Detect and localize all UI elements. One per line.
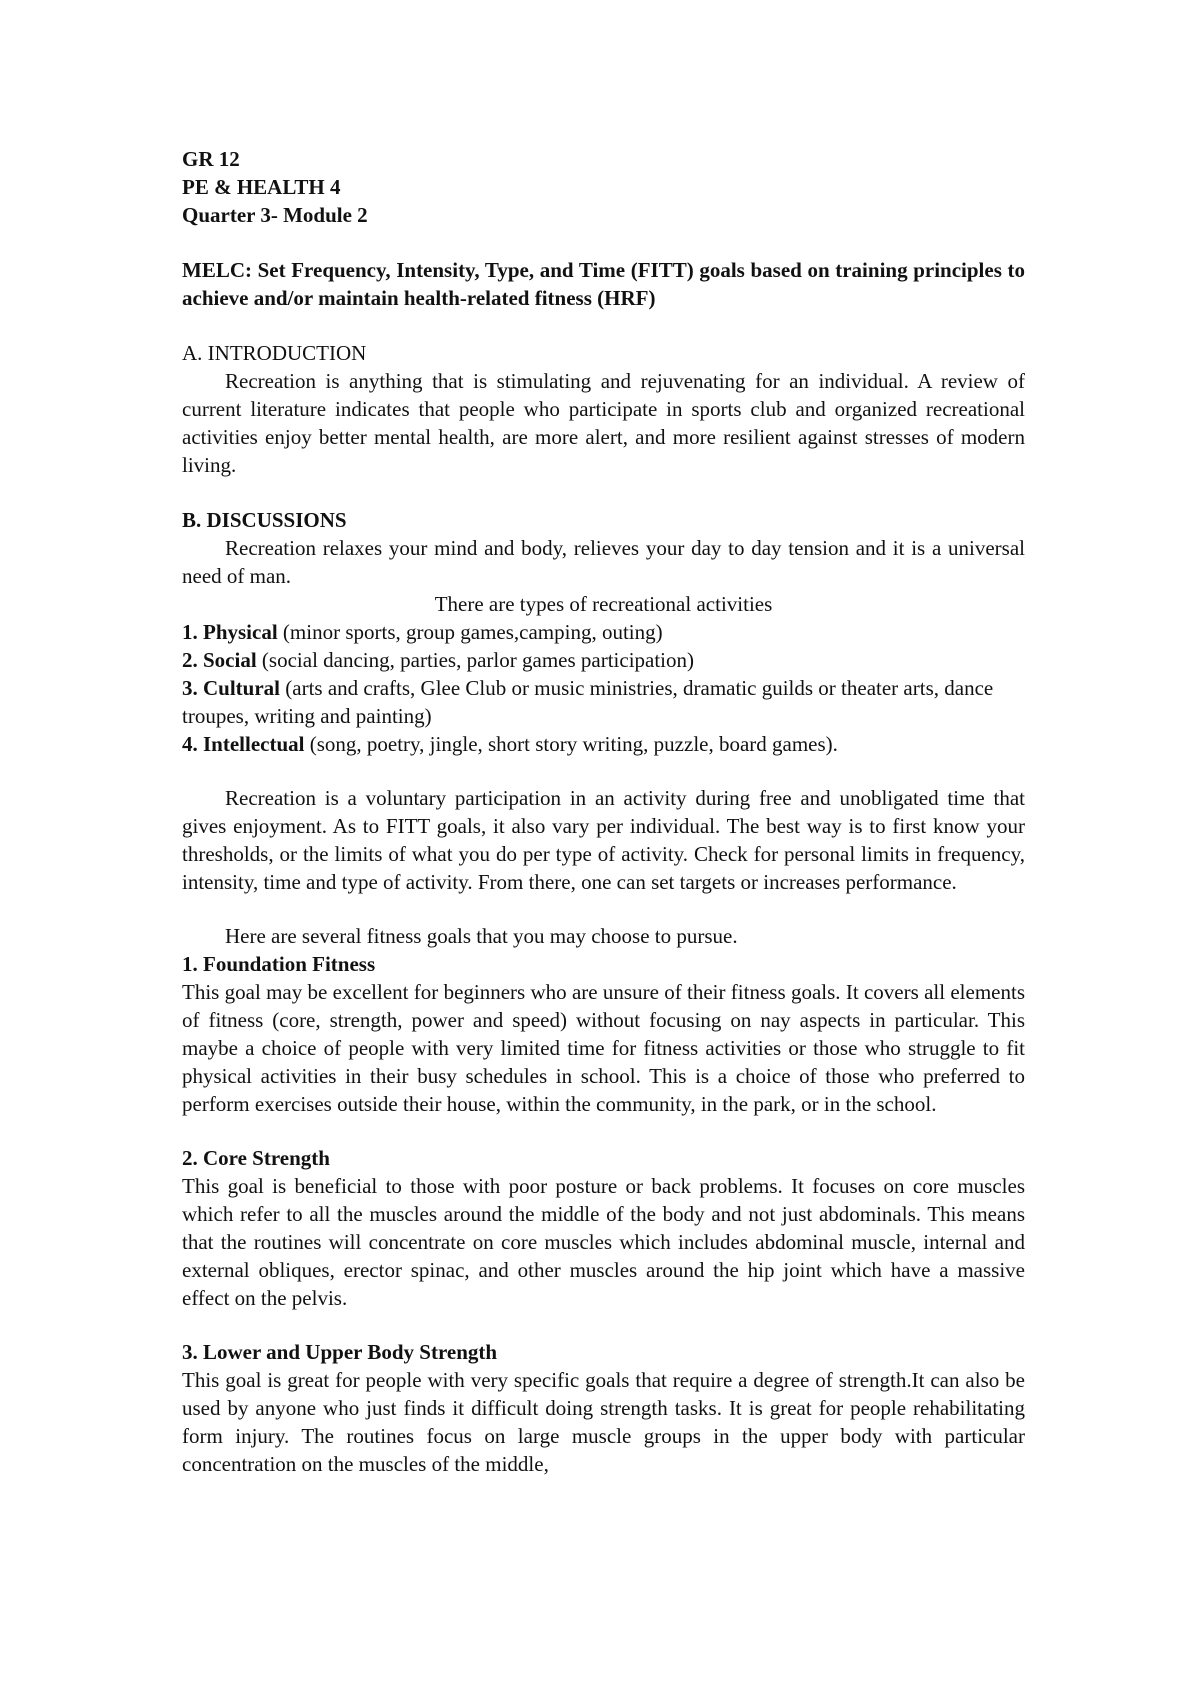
melc-statement: MELC: Set Frequency, Intensity, Type, and Time (FITT) goals based on training principles to achieve and/or maintain health-related fitness (HRF): [182, 258, 1025, 310]
type-label: 4. Intellectual: [182, 732, 305, 756]
type-label: 1. Physical: [182, 620, 278, 644]
module-label: Quarter 3- Module 2: [182, 203, 368, 227]
goal-core-strength: [182, 1144, 1025, 1312]
type-desc: (arts and crafts, Glee Club or music ministries, dramatic guilds or theater arts, dance troupes, writing and painting): [182, 676, 994, 728]
goal-foundation-fitness: [182, 950, 1025, 1118]
recreation-types-list: [182, 618, 1025, 758]
type-label: 2. Social: [182, 648, 257, 672]
voluntary-paragraph: Recreation is a voluntary participation in an activity during free and unobligated time that gives enjoyment. As to FITT goals, it also vary per individual. The best way is to first know your thresholds, or the limits of what you do per type of activity. Check for personal limits in frequency, intensity, time and type of activity. From there, one can set targets or increases performance.: [182, 786, 1025, 894]
goal-title: 3. Lower and Upper Body Strength: [182, 1340, 498, 1364]
goal-title: 2. Core Strength: [182, 1146, 330, 1170]
discussions-heading: B. DISCUSSIONS: [182, 508, 347, 532]
type-desc: (song, poetry, jingle, short story writing, puzzle, board games).: [304, 732, 838, 756]
goal-title: 1. Foundation Fitness: [182, 952, 376, 976]
introduction-text: Recreation is anything that is stimulating and rejuvenating for an individual. A review of current literature indicates that people who participate in sports club and organized recreational activities enjoy better mental health, are more alert, and more resilient against stresses of modern living.: [182, 369, 1025, 477]
list-item: [182, 618, 1025, 646]
types-intro: There are types of recreational activities: [434, 592, 773, 616]
list-item: [182, 646, 1025, 674]
list-item: [182, 730, 1025, 758]
goal-text: This goal is beneficial to those with poor posture or back problems. It focuses on core muscles which refer to all the muscles around the middle of the body and not just abdominals. This means that the routines will concentrate on core muscles which includes abdominal muscle, internal and external obliques, erector spinac, and other muscles around the hip joint which have a massive effect on the pelvis.: [182, 1174, 1025, 1310]
goal-text: This goal may be excellent for beginners who are unsure of their fitness goals. It covers all elements of fitness (core, strength, power and speed) without focusing on nay aspects in particular. This maybe a choice of people with very limited time for fitness activities or those who struggle to fit physical activities in their busy schedules in school. This is a choice of those who preferred to perform exercises outside their house, within the community, in the park, or in the school.: [182, 980, 1025, 1116]
discussions-text: Recreation relaxes your mind and body, relieves your day to day tension and it is a universal need of man.: [182, 536, 1025, 588]
grade-label: GR 12: [182, 147, 240, 171]
document-header: [182, 145, 1025, 229]
type-desc: (social dancing, parties, parlor games participation): [256, 648, 695, 672]
goal-text: This goal is great for people with very specific goals that require a degree of strength.It can also be used by anyone who just finds it difficult doing strength tasks. It is great for people rehabilitating form injury. The routines focus on large muscle groups in the upper body with particular concentration on the muscles of the middle,: [182, 1368, 1025, 1476]
goal-body-strength: [182, 1338, 1025, 1478]
subject-label: PE & HEALTH 4: [182, 175, 341, 199]
list-item: [182, 674, 1025, 730]
type-desc: (minor sports, group games,camping, outing): [277, 620, 663, 644]
introduction-heading: A. INTRODUCTION: [182, 341, 367, 365]
introduction-section: [182, 339, 1025, 479]
goals-intro: Here are several fitness goals that you may choose to pursue.: [225, 924, 738, 948]
discussions-section: [182, 506, 1025, 950]
type-label: 3. Cultural: [182, 676, 281, 700]
document-page: [182, 145, 1025, 1478]
